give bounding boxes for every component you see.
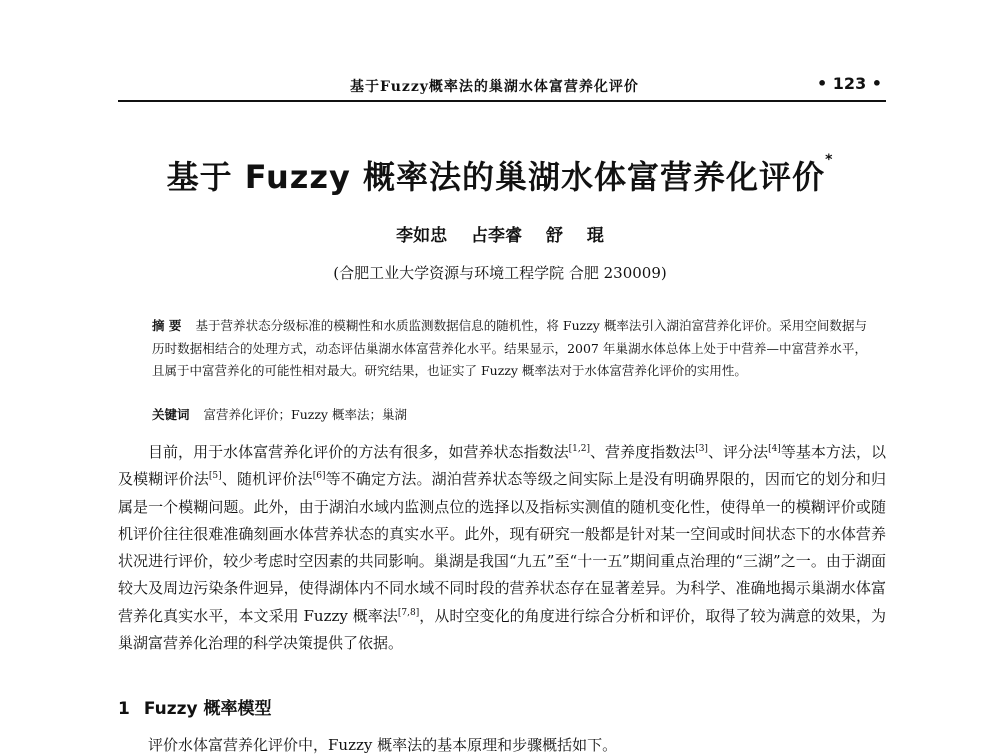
text-run: 、随机评价法 [221, 470, 313, 489]
intro-paragraph [118, 439, 886, 657]
body-text [118, 439, 886, 657]
authors: 李如忠 占李睿 舒 琨 [396, 226, 604, 246]
citation-ref[interactable]: [1,2] [568, 444, 590, 454]
text-run: ，从时空变化的角度进行综合分析和评价，取得了较为满意的效果，为巢湖富营养化治理的科学决策提供了依据。 [118, 606, 886, 653]
paper-title-text: 基于 Fuzzy 概率法的巢湖水体富营养化评价 [166, 158, 826, 196]
citation-ref[interactable]: [3] [695, 444, 708, 454]
affiliation: (合肥工业大学资源与环境工程学院 合肥 230009) [333, 264, 667, 282]
abstract-text: 基于营养状态分级标准的模糊性和水质监测数据信息的随机性，将 Fuzzy 概率法引入湖泊富营养化评价。采用空间数据与历时数据相结合的处理方式，动态评估巢湖水体富营养化水平。结果显示，2007 年巢湖水体总体上处于中营养—中富营养水平，且属于中富营养化的可能性相对最大。研究结果，也证实了 Fuzzy 概率法对于水体富营养化评价的实用性。 [152, 318, 867, 378]
title-footnote-marker: * [825, 152, 834, 168]
keywords-label: 关键词 [152, 407, 190, 422]
section-heading [118, 694, 272, 719]
running-title: 基于Fuzzy概率法的巢湖水体富营养化评价 [350, 79, 639, 95]
abstract [152, 315, 867, 383]
abstract-label: 摘 要 [152, 318, 182, 333]
next-line-partial: 评价水体富营养化评价中，Fuzzy 概率法的基本原理和步骤概括如下。 [148, 736, 618, 754]
paper-title [0, 152, 1000, 198]
running-header [118, 74, 886, 102]
keywords [152, 404, 867, 426]
text-run: 、评分法 [707, 443, 769, 461]
text-run: 目前，用于水体富营养化评价的方法有很多，如营养状态指数法 [148, 443, 569, 461]
text-run: 、营养度指数法 [590, 443, 696, 461]
section-number: 1 [118, 699, 130, 719]
citation-ref[interactable]: [5] [208, 471, 222, 482]
section-title: Fuzzy 概率模型 [143, 699, 272, 719]
citation-ref[interactable]: [4] [768, 444, 781, 454]
page-number: • 123 • [817, 74, 882, 93]
citation-ref[interactable]: [6] [312, 471, 326, 482]
keywords-text: 富营养化评价；Fuzzy 概率法；巢湖 [203, 407, 407, 422]
citation-ref[interactable]: [7,8] [397, 607, 420, 618]
text-run: 等基本方法，以及模糊评价法 [118, 443, 886, 489]
text-run: 等不确定方法。湖泊营养状态等级之间实际上是没有明确界限的，因而它的划分和归属是一个模糊问题。此外，由于湖泊水域内监测点位的选择以及指标实测值的随机变化性，使得单一的模糊评价或随机评价往往很难准确刻画水体营养状态的真实水平。此外，现有研究一般都是针对某一空间或时间状态下的水体营养状况进行评价，较少考虑时空因素的共同影响。巢湖是我国“九五”至“十一五”期间重点治理的“三湖”之一。由于湖面较大及周边污染条件迥异，使得湖体内不同水域不同时段的营养状态存在显著差异。为科学、准确地揭示巢湖水体富营养化真实水平，本文采用 Fuzzy 概率法 [118, 470, 886, 625]
